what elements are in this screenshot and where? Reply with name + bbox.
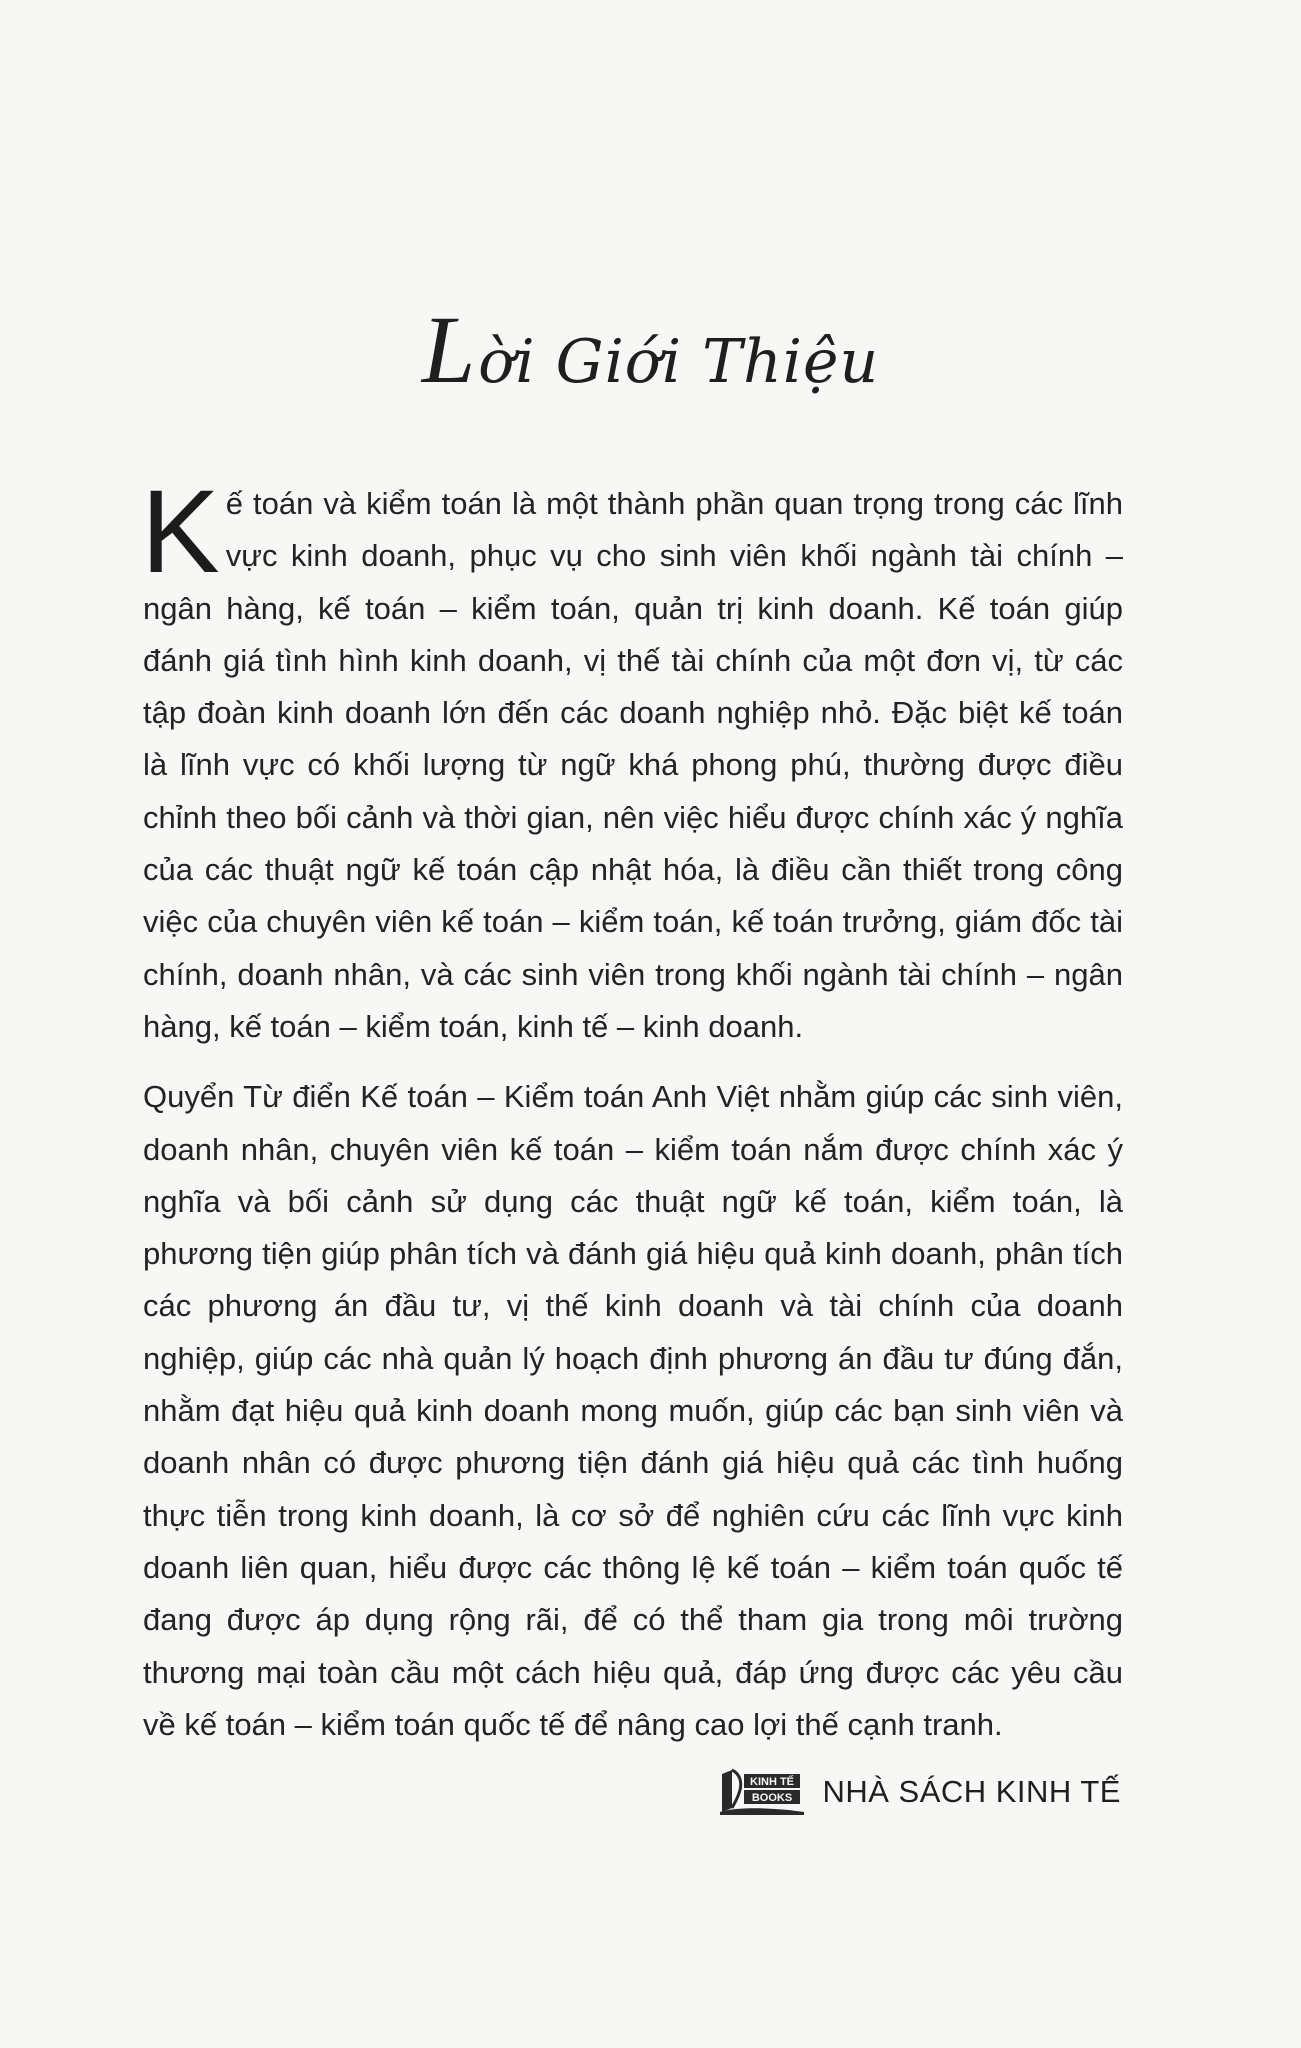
body-text [141, 466, 1123, 1751]
paragraph-1 [141, 466, 1123, 1053]
title-text: ời Giới Thiệu [478, 327, 880, 397]
publisher-logo-icon [718, 1768, 806, 1816]
drop-cap: K [141, 466, 220, 598]
paragraph-2 [143, 1071, 1123, 1751]
page-title [421, 296, 880, 403]
publisher-signature [718, 1768, 1121, 1816]
title-block [0, 296, 1301, 403]
paragraph-2-text: Quyển Từ điển Kế toán – Kiểm toán Anh Việt nhằm giúp các sinh viên, doanh nhân, chuyên viên kế toán – kiểm toán nắm được chính xác ý nghĩa và bối cảnh sử dụng các thuật ngữ kế toán, kiểm toán, là phương tiện giúp phân tích và đánh giá hiệu quả kinh doanh, phân tích các phương án đầu tư, vị thế kinh doanh và tài chính của doanh nghiệp, giúp các nhà quản lý hoạch định phương án đầu tư đúng đắn, nhằm đạt hiệu quả kinh doanh mong muốn, giúp các bạn sinh viên và doanh nhân có được phương tiện đánh giá hiệu quả các tình huống thực tiễn trong kinh doanh, là cơ sở để nghiên cứu các lĩnh vực kinh doanh liên quan, hiểu được các thông lệ kế toán – kiểm toán quốc tế đang được áp dụng rộng rãi, để có thể tham gia trong môi trường thương mại toàn cầu một cách hiệu quả, đáp ứng được các yêu cầu về kế toán – kiểm toán quốc tế để nâng cao lợi thế cạnh tranh. [143, 1079, 1123, 1742]
title-initial: L [421, 296, 477, 403]
paragraph-1-text: ế toán và kiểm toán là một thành phần quan trọng trong các lĩnh vực kinh doanh, phục vụ cho sinh viên khối ngành tài chính – ngân hàng, kế toán – kiểm toán, quản trị kinh doanh. Kế toán giúp đánh giá tình hình kinh doanh, vị thế tài chính của một đơn vị, từ các tập đoàn kinh doanh lớn đến các doanh nghiệp nhỏ. Đặc biệt kế toán là lĩnh vực có khối lượng từ ngữ khá phong phú, thường được điều chỉnh theo bối cảnh và thời gian, nên việc hiểu được chính xác ý nghĩa của các thuật ngữ kế toán cập nhật hóa, là điều cần thiết trong công việc của chuyên viên kế toán – kiểm toán, kế toán trưởng, giám đốc tài chính, doanh nhân, và các sinh viên trong khối ngành tài chính – ngân hàng, kế toán – kiểm toán, kinh tế – kinh doanh. [143, 486, 1123, 1044]
publisher-name: NHÀ SÁCH KINH TẾ [822, 1774, 1121, 1809]
logo-text-line1: KINH TẾ [750, 1776, 795, 1788]
logo-text-line2: BOOKS [752, 1792, 793, 1804]
